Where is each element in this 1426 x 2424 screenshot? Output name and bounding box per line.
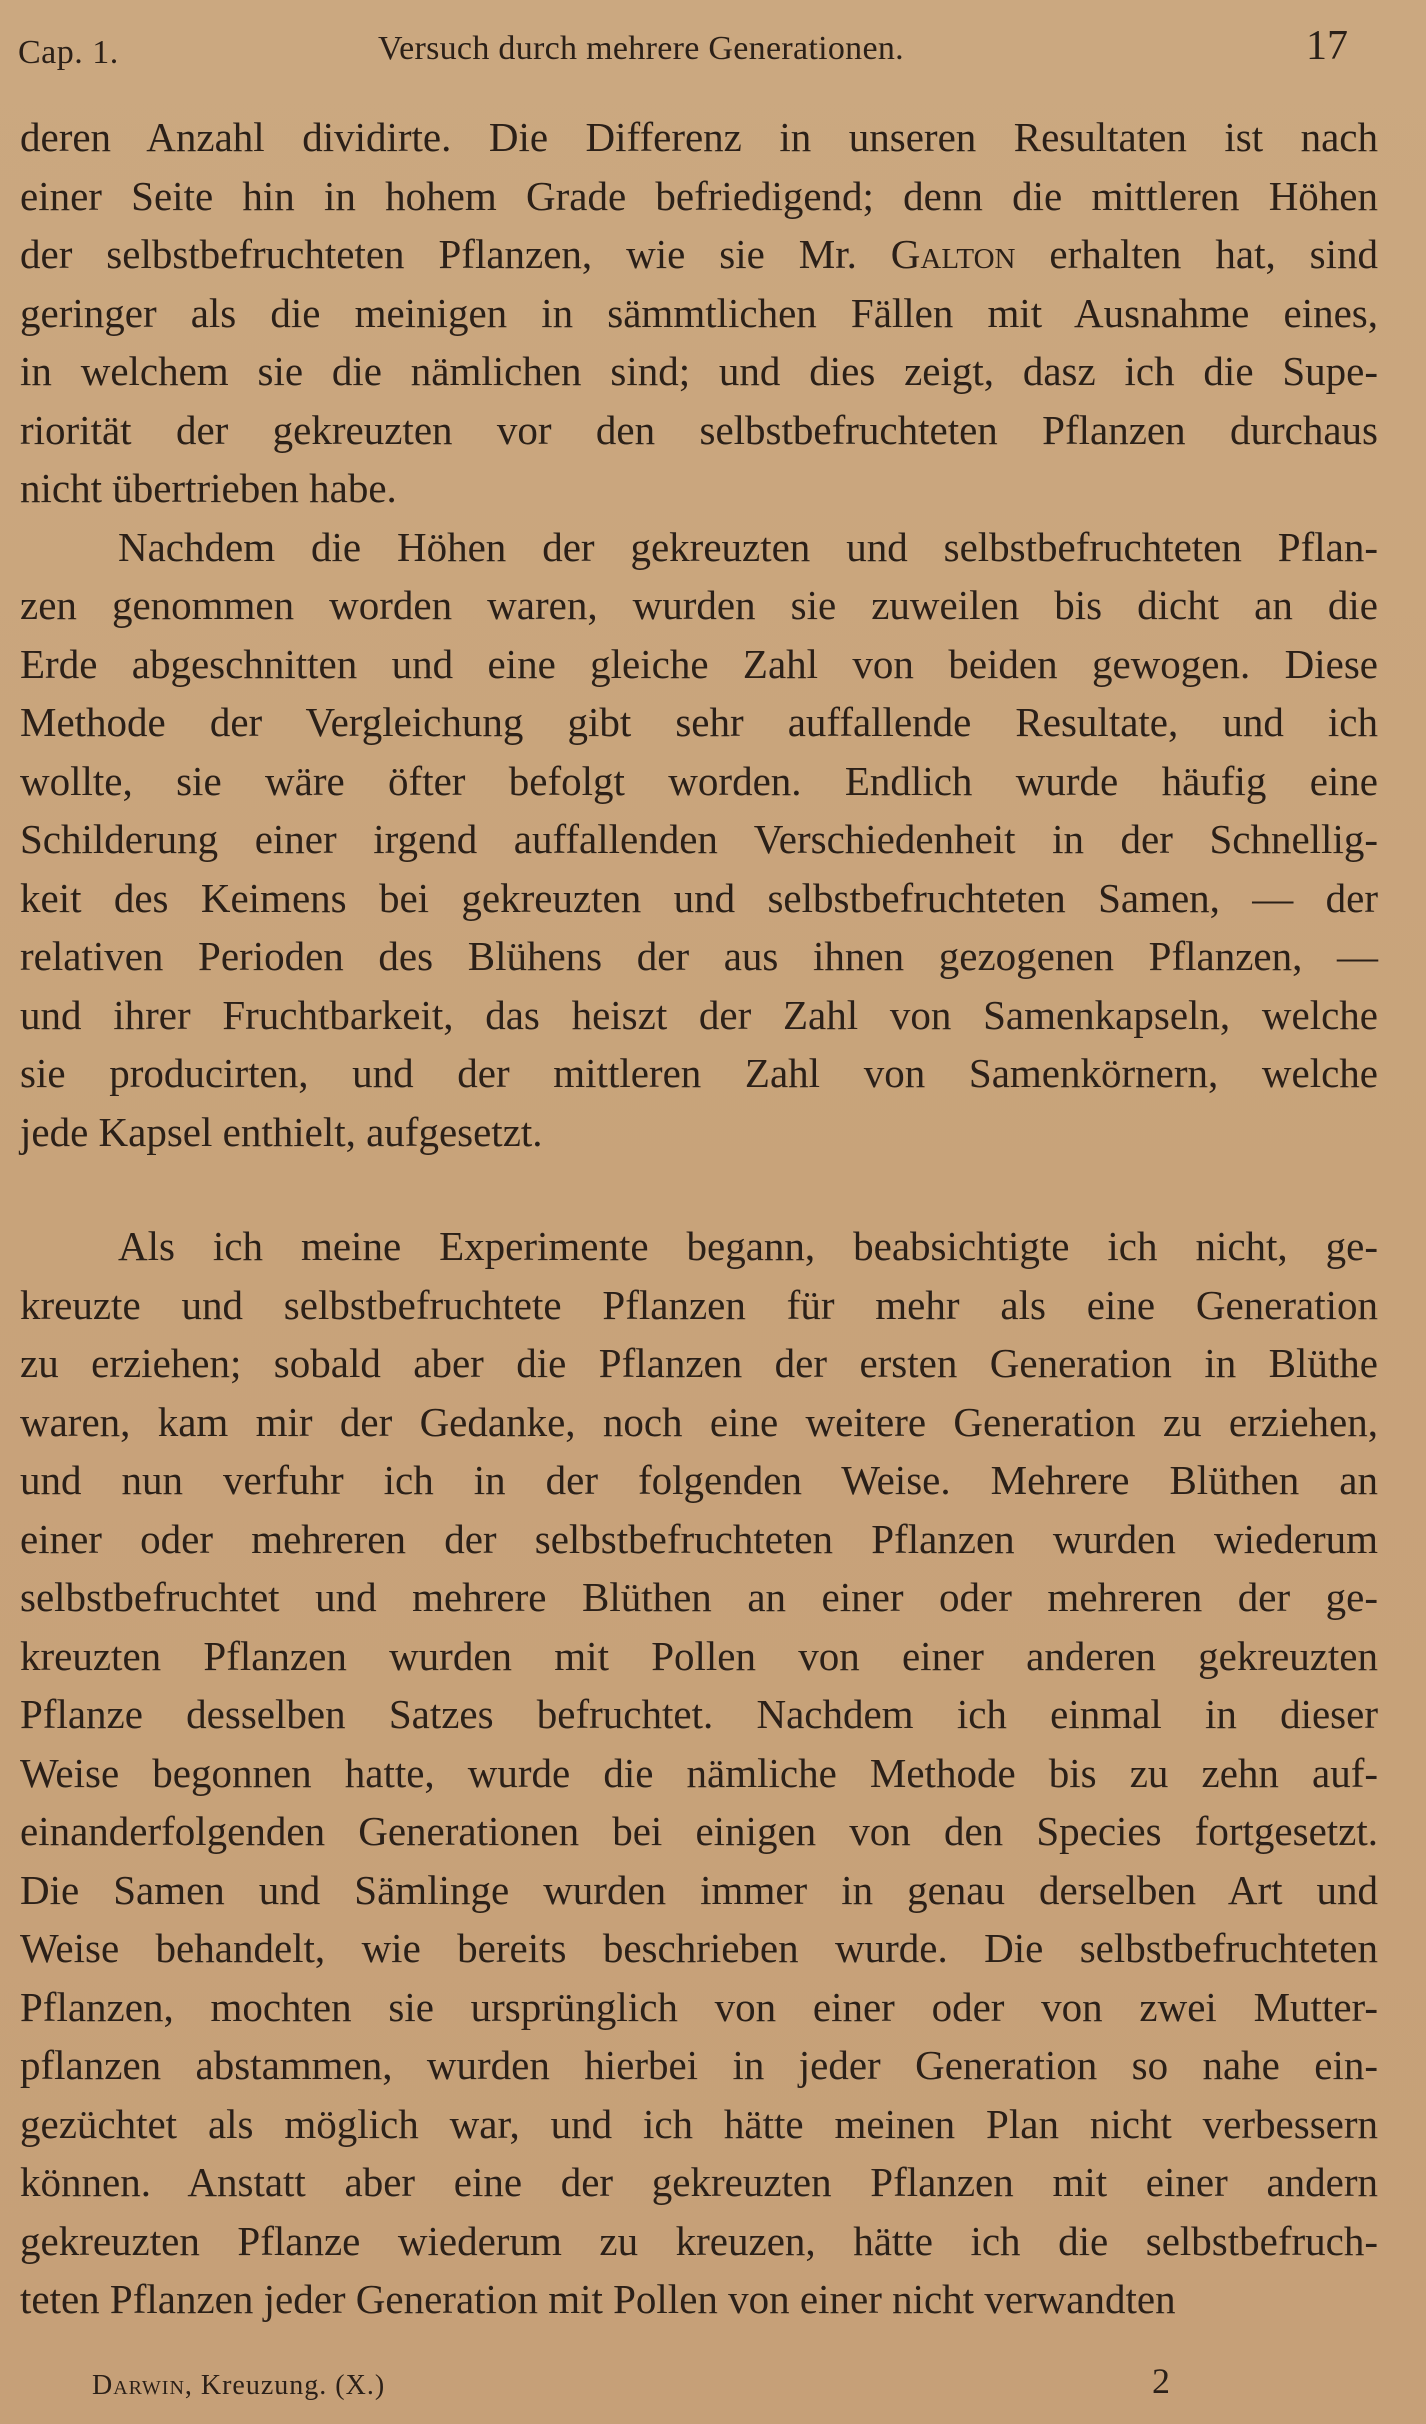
running-title: Versuch durch mehrere Generationen.	[378, 30, 904, 67]
text-line: Nachdem die Höhen der gekreuzten und selbstbefruchteten Pflan-	[118, 523, 1378, 570]
running-head	[18, 22, 1348, 82]
text-line: sie producirten, und der mittleren Zahl von Samenkörnern, welche	[20, 1050, 1378, 1096]
text-line: Die Samen und Sämlinge wurden immer in genau derselben Art und	[20, 1866, 1378, 1913]
text-line: selbstbefruchtet und mehrere Blüthen an einer oder mehreren der ge-	[20, 1574, 1378, 1620]
text-line: gezüchtet als möglich war, und ich hätte meinen Plan nicht verbessern	[20, 2100, 1378, 2147]
paragraph-gap	[20, 1161, 1378, 1217]
text-line: Schilderung einer irgend auffallenden Verschiedenheit in der Schnellig-	[20, 816, 1378, 862]
paragraph	[20, 518, 1378, 1162]
text-line: keit des Keimens bei gekreuzten und selbstbefruchteten Samen, — der	[20, 874, 1378, 921]
text-line: Methode der Vergleichung gibt sehr auffallende Resultate, und ich	[20, 699, 1378, 745]
text-line: nicht übertrieben habe.	[20, 465, 397, 511]
signature-author: Darwin	[92, 2370, 185, 2401]
text-line: einer Seite hin in hohem Grade befriedigend; denn die mittleren Höhen	[20, 172, 1378, 219]
paragraph	[20, 108, 1378, 518]
text-line: einanderfolgenden Generationen bei einigen von den Species fortgesetzt.	[20, 1808, 1378, 1854]
text-line: zen genommen worden waren, wurden sie zuweilen bis dicht an die	[20, 582, 1378, 628]
text-line: der selbstbefruchteten Pflanzen, wie sie Mr. Galton erhalten hat, sind	[20, 231, 1378, 277]
body-text	[20, 108, 1378, 2329]
text-line: teten Pflanzen jeder Generation mit Pollen von einer nicht verwandten	[20, 2276, 1176, 2322]
paragraph	[20, 1217, 1378, 2329]
text-line: Als ich meine Experimente begann, beabsichtigte ich nicht, ge-	[118, 1223, 1378, 1269]
text-line: deren Anzahl dividirte. Die Differenz in unseren Resultaten ist nach	[20, 114, 1378, 160]
text-line: Pflanzen, mochten sie ursprünglich von einer oder von zwei Mutter-	[20, 1983, 1378, 2030]
text-line: Pflanze desselben Satzes befruchtet. Nachdem ich einmal in dieser	[20, 1691, 1378, 1737]
text-line: pflanzen abstammen, wurden hierbei in jeder Generation so nahe ein-	[20, 2042, 1378, 2088]
text-line: geringer als die meinigen in sämmtlichen Fällen mit Ausnahme eines,	[20, 289, 1378, 336]
text-line: in welchem sie die nämlichen sind; und dies zeigt, dasz ich die Supe-	[20, 348, 1378, 394]
signature-rest: , Kreuzung. (X.)	[184, 2370, 386, 2401]
text-line: Weise behandelt, wie bereits beschrieben wurde. Die selbstbefruchteten	[20, 1925, 1378, 1971]
text-line: jede Kapsel enthielt, aufgesetzt.	[20, 1108, 543, 1155]
page-number: 17	[1306, 23, 1348, 69]
text-line: zu erziehen; sobald aber die Pflanzen der ersten Generation in Blüthe	[20, 1340, 1378, 1386]
text-line: kreuzte und selbstbefruchtete Pflanzen für mehr als eine Generation	[20, 1281, 1378, 1328]
text-line: waren, kam mir der Gedanke, noch eine weitere Generation zu erziehen,	[20, 1398, 1378, 1445]
text-line: und nun verfuhr ich in der folgenden Weise. Mehrere Blüthen an	[20, 1457, 1378, 1503]
sheet-number: 2	[1152, 2361, 1170, 2401]
text-line: riorität der gekreuzten vor den selbstbefruchteten Pflanzen durchaus	[20, 406, 1378, 453]
page-footer	[92, 2361, 1232, 2406]
chapter-label: Cap. 1.	[18, 34, 119, 71]
text-line: einer oder mehreren der selbstbefruchteten Pflanzen wurden wiederum	[20, 1515, 1378, 1562]
name-galton: Galton	[890, 231, 1016, 277]
text-line: relativen Perioden des Blühens der aus ihnen gezogenen Pflanzen, —	[20, 933, 1378, 979]
signature-mark	[92, 2370, 385, 2402]
text-line: Erde abgeschnitten und eine gleiche Zahl von beiden gewogen. Diese	[20, 640, 1378, 687]
text-line: kreuzten Pflanzen wurden mit Pollen von einer anderen gekreuzten	[20, 1632, 1378, 1679]
text-line: können. Anstatt aber eine der gekreuzten Pflanzen mit einer andern	[20, 2159, 1378, 2205]
text-line: Weise begonnen hatte, wurde die nämliche Methode bis zu zehn auf-	[20, 1749, 1378, 1796]
text-line: und ihrer Fruchtbarkeit, das heiszt der Zahl von Samenkapseln, welche	[20, 991, 1378, 1038]
text-line: gekreuzten Pflanze wiederum zu kreuzen, hätte ich die selbstbefruch-	[20, 2217, 1378, 2264]
text-line: wollte, sie wäre öfter befolgt worden. Endlich wurde häufig eine	[20, 757, 1378, 804]
